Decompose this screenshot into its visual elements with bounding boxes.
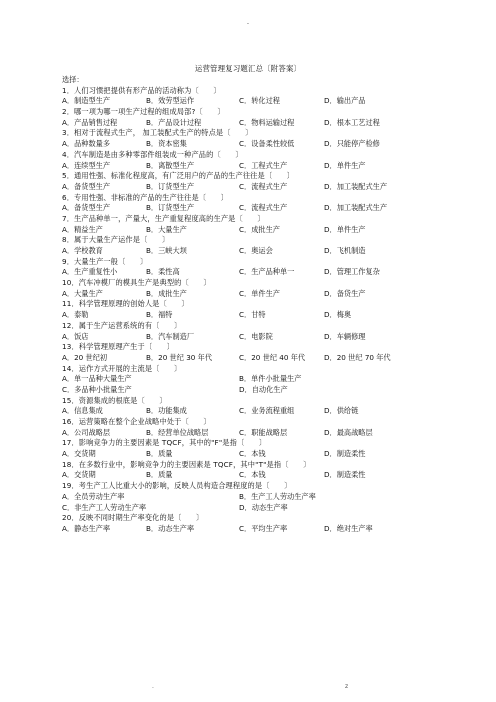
answer-option: A．交货期 xyxy=(62,449,96,459)
page-title: 运营管理复习题汇总〔附答案〕 xyxy=(194,64,302,73)
question-text: 7．生产品种单一，产量大，生产重复程度高的生产是〔 〕 xyxy=(62,213,265,223)
question-text: 20．反映不同时期生产率变化的是〔 〕 xyxy=(62,513,204,523)
question-text: 5．通用性强、标准化程度高，有广泛用户的产品的生产往往是〔 〕 xyxy=(62,171,295,181)
answer-option: D．备货生产 xyxy=(324,288,366,298)
options-row xyxy=(62,374,452,385)
options-row xyxy=(62,267,452,278)
question-text: 4．汽车制造是由多种零部件组装成一种产品的〔 〕 xyxy=(62,149,243,159)
options-row xyxy=(62,310,452,321)
answer-option: C．业务流程重组 xyxy=(239,406,295,416)
options-row xyxy=(62,161,452,172)
question-text: 11．科学管理原理的创始人是〔 〕 xyxy=(62,299,189,309)
answer-option: D．供给链 xyxy=(324,406,359,416)
answer-option: A．生产重复性小 xyxy=(62,267,118,277)
options-row xyxy=(62,118,452,129)
question-text: 18．在多数行业中，影响竞争力的主要因素是 TQCF，其中"T"是指〔 〕 xyxy=(62,459,311,469)
answer-option: A．备货型生产 xyxy=(62,181,111,191)
answer-option: D．制造柔性 xyxy=(324,470,366,480)
answer-option: C．流程式生产 xyxy=(239,203,288,213)
answer-option: D．根本工艺过程 xyxy=(324,117,380,127)
options-row xyxy=(62,96,452,107)
options-row xyxy=(62,203,452,214)
question-text: 19．考生产工人比重大小的影响，反映人员构造合理程度的是〔 〕 xyxy=(62,481,292,491)
answer-option: B．离散型生产 xyxy=(146,160,195,170)
answer-option: B．20 世纪 30 年代 xyxy=(146,352,213,362)
answer-option: D．20 世纪 70 年代 xyxy=(324,352,391,362)
question-text: 3．相对于流程式生产， 加工装配式生产的特点是〔 〕 xyxy=(62,128,253,138)
question-text: 15．资源集成的根底是〔 〕 xyxy=(62,395,167,405)
answer-option: B．质量 xyxy=(146,449,173,459)
options-row xyxy=(62,385,452,396)
answer-option: C．设备柔性较低 xyxy=(239,139,295,149)
answer-option: B．订货型生产 xyxy=(146,203,195,213)
options-row xyxy=(62,406,452,417)
answer-option: A．全员劳动生产率 xyxy=(62,491,125,501)
options-row xyxy=(62,289,452,300)
answer-option: A．泰勒 xyxy=(62,310,89,320)
options-row xyxy=(62,428,452,439)
answer-option: A．20 世纪初 xyxy=(62,352,108,362)
options-row xyxy=(62,492,452,503)
answer-option: D．最高战略层 xyxy=(324,427,373,437)
answer-option: C．20 世纪 40 年代 xyxy=(239,352,306,362)
answer-option: B．功能集成 xyxy=(146,406,187,416)
answer-option: D．输出产品 xyxy=(324,96,366,106)
answer-option: D．制造柔性 xyxy=(324,449,366,459)
answer-option: C．职能战略层 xyxy=(239,427,288,437)
answer-option: C．流程式生产 xyxy=(239,181,288,191)
question-text: 1．人们习惯把提供有形产品的活动称为〔 〕 xyxy=(62,85,221,95)
answer-option: A．品种数量多 xyxy=(62,139,111,149)
answer-option: C．甘特 xyxy=(239,310,266,320)
answer-option: A．学校教育 xyxy=(62,246,103,255)
answer-option: B．质量 xyxy=(146,470,173,480)
answer-option: D．加工装配式生产 xyxy=(324,203,388,213)
question-text: 8．属于大量生产运作是〔 〕 xyxy=(62,235,170,245)
options-row xyxy=(62,139,452,150)
question-text: 14．运作方式开展的主流是〔 〕 xyxy=(62,363,182,373)
answer-option: A．精益生产 xyxy=(62,224,103,234)
answer-option: C．工程式生产 xyxy=(239,160,288,170)
answer-option: D．单件生产 xyxy=(324,160,366,170)
answer-option: D．动态生产率 xyxy=(239,502,288,512)
answer-option: D．加工装配式生产 xyxy=(324,181,388,191)
answer-option: B．产品设计过程 xyxy=(146,117,202,127)
answer-option: A．备货型生产 xyxy=(62,203,111,213)
options-row xyxy=(62,225,452,236)
answer-option: C．成批生产 xyxy=(239,224,280,234)
options-row xyxy=(62,449,452,460)
answer-option: B．动态生产率 xyxy=(146,523,195,533)
question-list xyxy=(62,75,452,535)
answer-option: C．物料运输过程 xyxy=(239,117,295,127)
answer-option: B．效劳型运作 xyxy=(146,96,195,106)
answer-option: B．订货型生产 xyxy=(146,181,195,191)
answer-option: D．梅奥 xyxy=(324,310,352,320)
options-row xyxy=(62,470,452,481)
answer-option: D．车辆修理 xyxy=(324,331,366,341)
answer-option: A．制造型生产 xyxy=(62,96,111,106)
answer-option: D．自动化生产 xyxy=(239,384,288,394)
options-row xyxy=(62,503,452,514)
question-text: 16．运营策略在整个企业战略中处于〔 〕 xyxy=(62,417,211,426)
answer-option: A．饭店 xyxy=(62,331,89,341)
answer-option: C．转化过程 xyxy=(239,96,280,106)
question-text: 10．汽车冲模厂的模具生产是典型的〔 〕 xyxy=(62,278,211,288)
questions-container xyxy=(62,86,452,535)
answer-option: B．资本密集 xyxy=(146,139,187,149)
answer-option: C．奥运会 xyxy=(239,246,273,255)
answer-option: A．公司战略层 xyxy=(62,427,111,437)
answer-option: A．交货期 xyxy=(62,470,96,480)
answer-option: B．福特 xyxy=(146,310,173,320)
answer-option: B．柔性高 xyxy=(146,267,180,277)
answer-option: A．连续型生产 xyxy=(62,160,111,170)
options-row xyxy=(62,353,452,364)
answer-option: C．本钱 xyxy=(239,470,266,480)
answer-option: B．汽车制造厂 xyxy=(146,331,195,341)
options-row xyxy=(62,524,452,535)
answer-option: C．多品种小批量生产 xyxy=(62,384,132,394)
options-row xyxy=(62,332,452,343)
footer-right-mark: z xyxy=(345,683,349,690)
answer-option: C．生产品种单一 xyxy=(239,267,295,277)
answer-option: A．信息集成 xyxy=(62,406,103,416)
question-text: 12．属于生产运营系统的有〔 〕 xyxy=(62,320,182,330)
options-row xyxy=(62,182,452,193)
question-text: 17．影响竞争力的主要因素是 TQCF，其中的"F"是指〔 〕 xyxy=(62,438,267,448)
question-text: 13．科学管理原理产生于〔 〕 xyxy=(62,342,175,352)
answer-option: B．三峡大坝 xyxy=(146,246,187,255)
question-text: 2．哪一项为哪一项生产过程的组成局部?〔 〕 xyxy=(62,107,225,117)
question-text: 9．大量生产一般〔 〕 xyxy=(62,256,148,266)
answer-option: B．单件小批量生产 xyxy=(239,374,302,384)
options-row xyxy=(62,246,452,257)
answer-option: B．成批生产 xyxy=(146,288,187,298)
answer-option: D．单件生产 xyxy=(324,224,366,234)
answer-option: A．单一品种大量生产 xyxy=(62,374,132,384)
answer-option: C．单件生产 xyxy=(239,288,280,298)
answer-option: C．电影院 xyxy=(239,331,273,341)
question-text: 6．专用性强、非标准的产品的生产往往是〔 〕 xyxy=(62,192,229,202)
header-mark: - xyxy=(246,20,250,27)
answer-option: D．只能停产检修 xyxy=(324,139,380,149)
answer-option: D．管理工作复杂 xyxy=(324,267,380,277)
answer-option: C．非生产工人劳动生产率 xyxy=(62,502,147,512)
answer-option: A．产品销售过程 xyxy=(62,117,118,127)
answer-option: B．经营单位战略层 xyxy=(146,427,209,437)
answer-option: A．大量生产 xyxy=(62,288,103,298)
answer-option: C．本钱 xyxy=(239,449,266,459)
answer-option: B．大量生产 xyxy=(146,224,187,234)
footer-left-mark: . xyxy=(152,683,154,690)
section-heading: 选择： xyxy=(62,75,84,84)
answer-option: A．静态生产率 xyxy=(62,523,111,533)
answer-option: D．飞机制造 xyxy=(324,246,366,255)
answer-option: C．平均生产率 xyxy=(239,523,288,533)
answer-option: D．绝对生产率 xyxy=(324,523,373,533)
answer-option: B．生产工人劳动生产率 xyxy=(239,491,316,501)
